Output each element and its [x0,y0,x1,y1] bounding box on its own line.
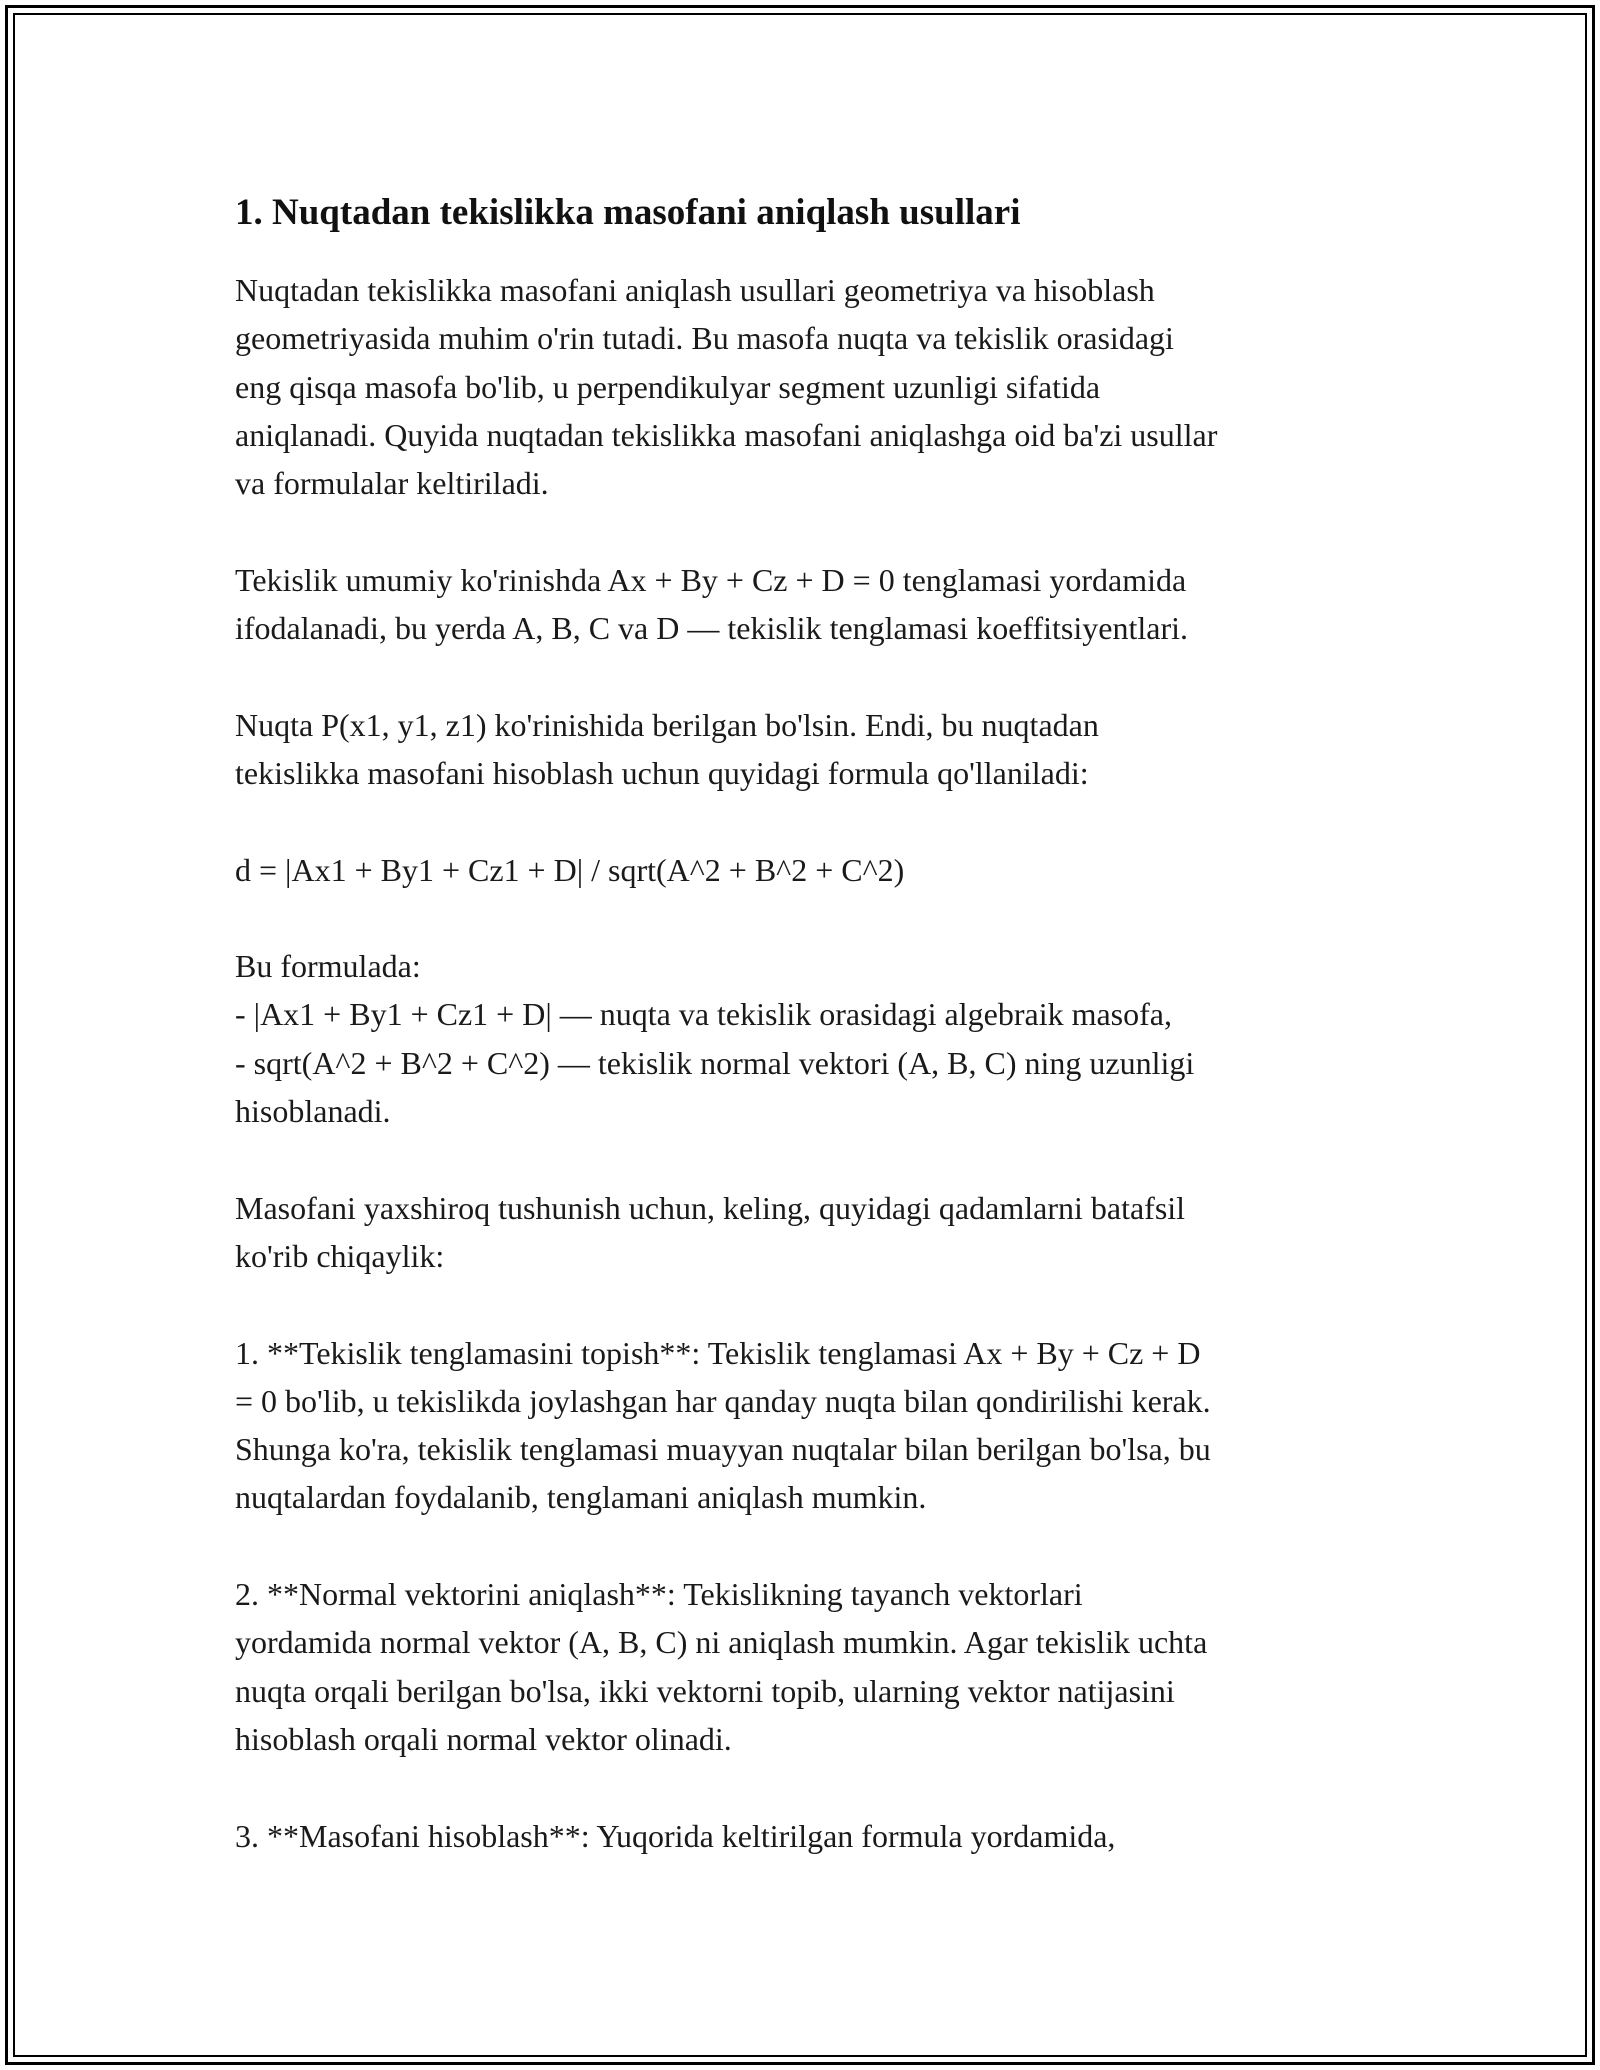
step-2-paragraph [235,1570,1365,1763]
text-line: 2. **Normal vektorini aniqlash**: Tekislikning tayanch vektorlari [235,1576,1083,1613]
paragraph-gap [235,894,1365,942]
text-line: eng qisqa masofa bo'lib, u perpendikulyar segment uzunligi sifatida [235,368,1101,405]
paragraph-gap [235,652,1365,700]
text-line: aniqlanadi. Quyida nuqtadan tekislikka masofani aniqlashga oid ba'zi usullar [235,416,1218,453]
text-line: = 0 bo'lib, u tekislikda joylashgan har qanday nuqta bilan qondirilishi kerak. [235,1382,1211,1419]
text-line: nuqtalardan foydalanib, tenglamani aniqlash mumkin. [235,1479,927,1516]
paragraph-gap [235,1135,1365,1183]
paragraph-gap [235,507,1365,555]
paragraph-gap [235,1522,1365,1570]
formula-explanation [235,942,1365,1135]
text-line: yordamida normal vektor (A, B, C) ni aniqlash mumkin. Agar tekislik uchta [235,1624,1208,1661]
text-line: tekislikka masofani hisoblash uchun quyidagi formula qo'llaniladi: [235,754,1089,791]
step-3-paragraph [235,1812,1365,1860]
distance-formula: d = |Ax1 + By1 + Cz1 + D| / sqrt(A^2 + B^2 + C^2) [235,851,905,888]
plane-equation-paragraph [235,556,1365,653]
text-line: - |Ax1 + By1 + Cz1 + D| — nuqta va tekislik orasidagi algebraik masofa, [235,996,1172,1033]
text-line: hisoblash orqali normal vektor olinadi. [235,1720,732,1757]
text-line: - sqrt(A^2 + B^2 + C^2) — tekislik normal vektori (A, B, C) ning uzunligi [235,1044,1195,1081]
text-line: Bu formulada: [235,948,421,985]
text-line: nuqta orqali berilgan bo'lsa, ikki vektorni topib, ularning vektor natijasini [235,1672,1175,1709]
text-line: Nuqtadan tekislikka masofani aniqlash usullari geometriya va hisoblash [235,272,1155,308]
paragraph-gap [235,797,1365,845]
paragraph-gap [235,1763,1365,1811]
document-title: 1. Nuqtadan tekislikka masofani aniqlash usullari [235,192,1021,233]
text-line: Tekislik umumiy ko'rinishda Ax + By + Cz + D = 0 tenglamasi yordamida [235,561,1187,598]
text-line: 3. **Masofani hisoblash**: Yuqorida keltirilgan formula yordamida, [235,1817,1116,1854]
text-line: ifodalanadi, bu yerda A, B, C va D — tekislik tenglamasi koeffitsiyentlari. [235,610,1188,647]
intro-paragraph [235,266,1365,507]
step-1-paragraph [235,1329,1365,1522]
document-body [235,186,1365,1860]
paragraph-gap [235,1280,1365,1328]
text-line: Nuqta P(x1, y1, z1) ko'rinishida berilgan bo'lsin. Endi, bu nuqtadan [235,706,1099,743]
text-line: Shunga ko'ra, tekislik tenglamasi muayyan nuqtalar bilan berilgan bo'lsa, bu [235,1431,1211,1468]
text-line: hisoblanadi. [235,1093,391,1130]
text-line: va formulalar keltiriladi. [235,465,549,502]
text-line: ko'rib chiqaylik: [235,1237,445,1274]
text-line: geometriyasida muhim o'rin tutadi. Bu masofa nuqta va tekislik orasidagi [235,320,1174,357]
point-paragraph [235,701,1365,798]
text-line: 1. **Tekislik tenglamasini topish**: Tekislik tenglamasi Ax + By + Cz + D [235,1334,1201,1371]
steps-intro-paragraph [235,1184,1365,1281]
text-line: Masofani yaxshiroq tushunish uchun, keling, quyidagi qadamlarni batafsil [235,1189,1186,1226]
